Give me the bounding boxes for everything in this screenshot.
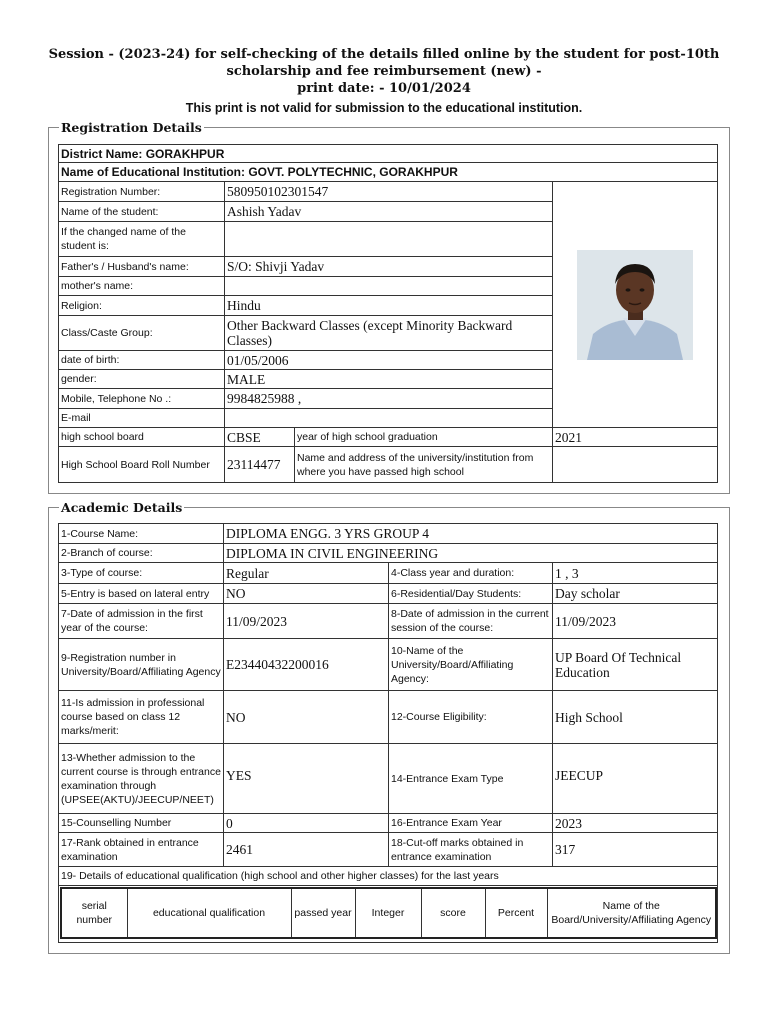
qual-header-score: score — [421, 888, 485, 938]
registration-details-legend: Registration Details — [61, 120, 202, 135]
photo-cell — [553, 182, 718, 428]
class-year-label: 4-Class year and duration: — [389, 563, 553, 584]
cutoff-value: 317 — [553, 833, 718, 867]
gender-value: MALE — [225, 370, 553, 389]
lateral-entry-value: NO — [224, 584, 389, 604]
counselling-number-value: 0 — [224, 814, 389, 833]
academic-details-legend: Academic Details — [61, 500, 183, 515]
admission-current-label: 8-Date of admission in the current session of the course: — [389, 604, 553, 639]
entrance-exam-type-label: 14-Entrance Exam Type — [389, 744, 553, 814]
not-valid-notice: This print is not valid for submission to the educational institution. — [185, 101, 583, 115]
qualification-table-cell — [59, 886, 718, 943]
qual-header-percent: Percent — [485, 888, 547, 938]
entrance-exam-year-label: 16-Entrance Exam Year — [389, 814, 553, 833]
course-type-value: Regular — [224, 563, 389, 584]
changed-name-value — [225, 222, 553, 257]
class-year-value: 1 , 3 — [553, 563, 718, 584]
religion-value: Hindu — [225, 296, 553, 316]
district-name: District Name: GORAKHPUR — [59, 145, 718, 163]
print-date: print date: - 10/01/2024 — [297, 81, 471, 96]
father-name-value: S/O: Shivji Yadav — [225, 257, 553, 277]
student-photo — [577, 250, 693, 360]
reg-value: 580950102301547 — [225, 182, 553, 202]
changed-name-label: If the changed name of the student is: — [59, 222, 225, 257]
caste-label: Class/Caste Group: — [59, 316, 225, 351]
counselling-number-label: 15-Counselling Number — [59, 814, 224, 833]
qual-header-integer: Integer — [355, 888, 421, 938]
qualification-table — [60, 887, 717, 939]
merit-admission-value: NO — [224, 691, 389, 744]
residential-label: 6-Residential/Day Students: — [389, 584, 553, 604]
university-reg-label: 9-Registration number in University/Board/Affiliating Agency — [59, 639, 224, 691]
header-line-1: Session - (2023-24) for self-checking of the details filled online by the student for post-10th — [48, 47, 720, 62]
caste-value: Other Backward Classes (except Minority Backward Classes) — [225, 316, 553, 351]
hs-inst-value — [553, 447, 718, 483]
merit-admission-label: 11-Is admission in professional course based on class 12 marks/merit: — [59, 691, 224, 744]
reg-label: Registration Number: — [59, 182, 225, 202]
university-name-label: 10-Name of the University/Board/Affiliating Agency: — [389, 639, 553, 691]
course-name-value: DIPLOMA ENGG. 3 YRS GROUP 4 — [224, 524, 718, 544]
admission-first-year-value: 11/09/2023 — [224, 604, 389, 639]
hs-year-label: year of high school graduation — [295, 428, 553, 447]
student-name-value: Ashish Yadav — [225, 202, 553, 222]
university-name-value: UP Board Of Technical Education — [553, 639, 718, 691]
residential-value: Day scholar — [553, 584, 718, 604]
hs-roll-label: High School Board Roll Number — [59, 447, 225, 483]
admission-first-year-label: 7-Date of admission in the first year of the course: — [59, 604, 224, 639]
branch-value: DIPLOMA IN CIVIL ENGINEERING — [224, 544, 718, 563]
course-eligibility-value: High School — [553, 691, 718, 744]
hs-inst-label: Name and address of the university/institution from where you have passed high school — [295, 447, 553, 483]
gender-label: gender: — [59, 370, 225, 389]
hs-board-label: high school board — [59, 428, 225, 447]
mobile-value: 9984825988 , — [225, 389, 553, 409]
qual-header-qualification: educational qualification — [127, 888, 291, 938]
institution-name: Name of Educational Institution: GOVT. POLYTECHNIC, GORAKHPUR — [59, 163, 718, 182]
qual-header-passed-year: passed year — [291, 888, 355, 938]
student-name-label: Name of the student: — [59, 202, 225, 222]
registration-table — [58, 144, 718, 483]
religion-label: Religion: — [59, 296, 225, 316]
university-reg-value: E23440432200016 — [224, 639, 389, 691]
cutoff-label: 18-Cut-off marks obtained in entrance examination — [389, 833, 553, 867]
admission-current-value: 11/09/2023 — [553, 604, 718, 639]
entrance-exam-year-value: 2023 — [553, 814, 718, 833]
hs-roll-value: 23114477 — [225, 447, 295, 483]
branch-label: 2-Branch of course: — [59, 544, 224, 563]
mobile-label: Mobile, Telephone No .: — [59, 389, 225, 409]
entrance-exam-type-value: JEECUP — [553, 744, 718, 814]
qual-header-serial: serial number — [61, 888, 127, 938]
rank-value: 2461 — [224, 833, 389, 867]
email-label: E-mail — [59, 409, 225, 428]
dob-label: date of birth: — [59, 351, 225, 370]
qualification-details-heading: 19- Details of educational qualification (high school and other higher classes) for the last years — [59, 867, 718, 886]
course-name-label: 1-Course Name: — [59, 524, 224, 544]
student-photo-image — [577, 250, 693, 360]
father-name-label: Father's / Husband's name: — [59, 257, 225, 277]
mother-name-label: mother's name: — [59, 277, 225, 296]
qual-header-board: Name of the Board/University/Affiliating Agency — [547, 888, 716, 938]
course-eligibility-label: 12-Course Eligibility: — [389, 691, 553, 744]
entrance-admission-label: 13-Whether admission to the current course is through entrance examination through (UPSEE(AKTU)/JEECUP/NEET) — [59, 744, 224, 814]
email-value — [225, 409, 553, 428]
header-line-2: scholarship and fee reimbursement (new) - — [226, 64, 542, 79]
entrance-admission-value: YES — [224, 744, 389, 814]
course-type-label: 3-Type of course: — [59, 563, 224, 584]
mother-name-value — [225, 277, 553, 296]
rank-label: 17-Rank obtained in entrance examination — [59, 833, 224, 867]
lateral-entry-label: 5-Entry is based on lateral entry — [59, 584, 224, 604]
dob-value: 01/05/2006 — [225, 351, 553, 370]
hs-board-value: CBSE — [225, 428, 295, 447]
hs-year-value: 2021 — [553, 428, 718, 447]
academic-table — [58, 523, 718, 943]
